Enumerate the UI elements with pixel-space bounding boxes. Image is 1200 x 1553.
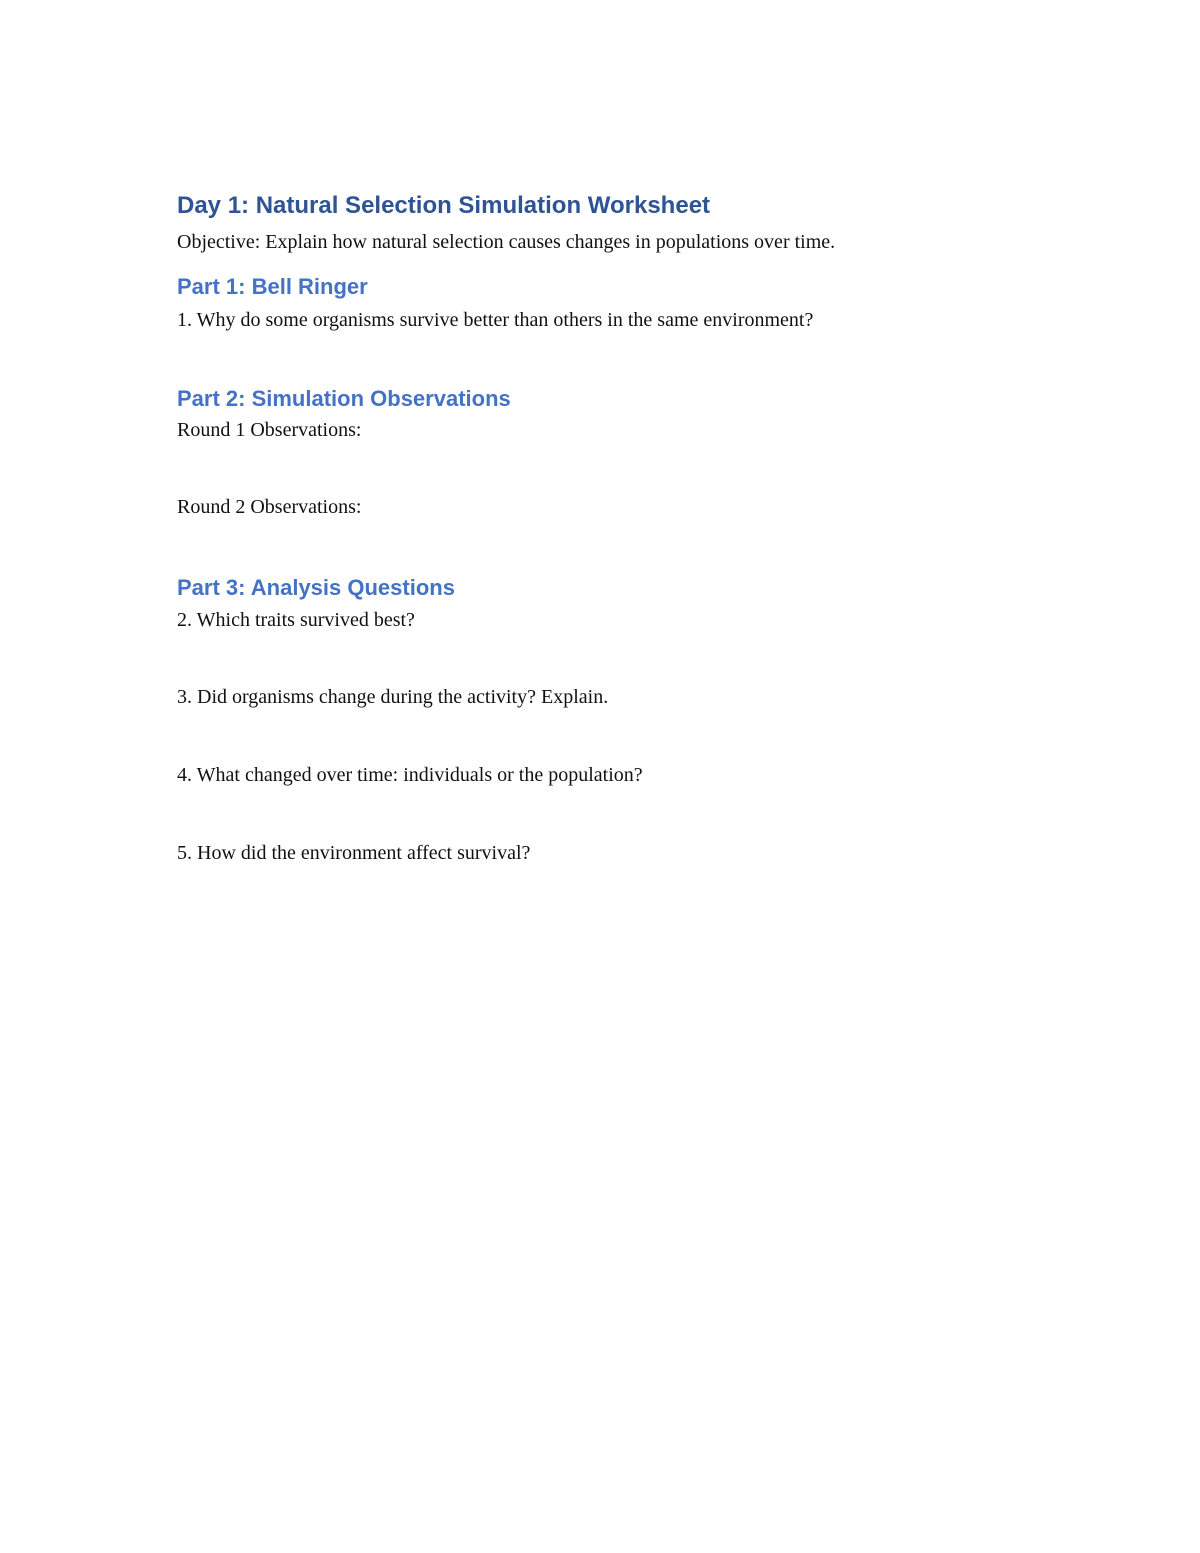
part2-heading: Part 2: Simulation Observations xyxy=(177,386,511,411)
round2-observations: Round 2 Observations: xyxy=(177,496,362,518)
part1-heading: Part 1: Bell Ringer xyxy=(177,274,368,299)
objective-text: Objective: Explain how natural selection causes changes in populations over time. xyxy=(177,231,836,253)
question-2: 2. Which traits survived best? xyxy=(177,609,415,631)
document-content xyxy=(177,190,1037,867)
part3-heading: Part 3: Analysis Questions xyxy=(177,575,455,600)
question-4: 4. What changed over time: individuals or the population? xyxy=(177,764,643,786)
worksheet-title: Day 1: Natural Selection Simulation Worksheet xyxy=(177,192,711,219)
question-1: 1. Why do some organisms survive better than others in the same environment? xyxy=(177,309,814,331)
round1-observations: Round 1 Observations: xyxy=(177,419,362,441)
question-3: 3. Did organisms change during the activity? Explain. xyxy=(177,686,609,708)
question-5: 5. How did the environment affect survival? xyxy=(177,842,531,864)
